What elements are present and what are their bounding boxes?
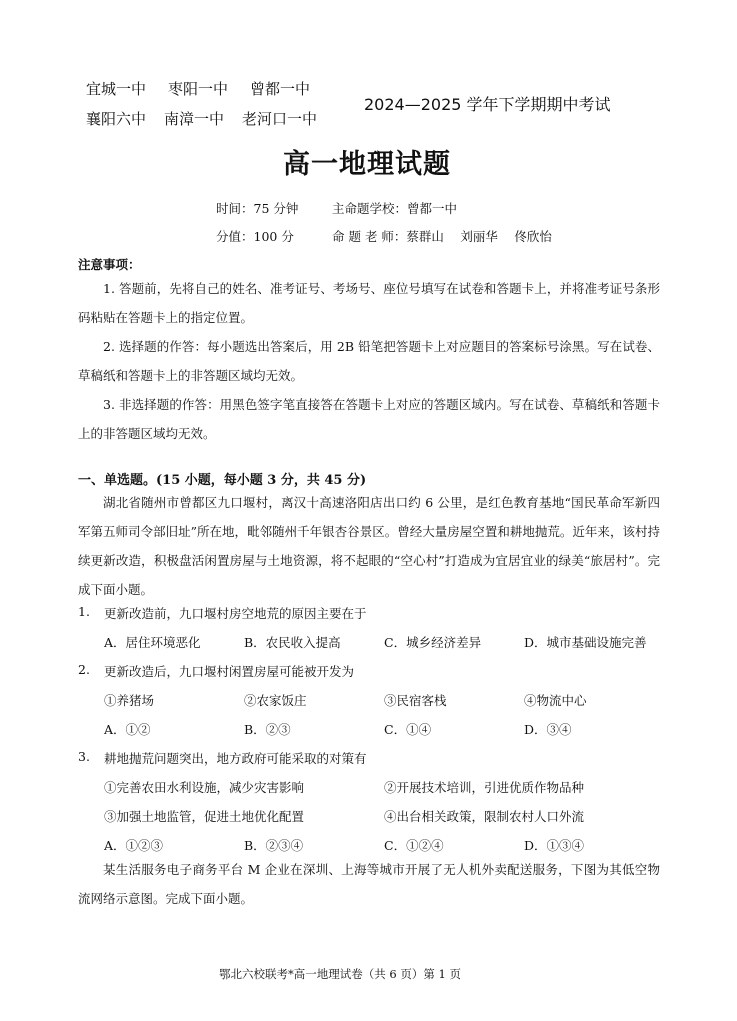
- question-stem: 耕地抛荒问题突出，地方政府可能采取的对策有: [104, 751, 367, 766]
- school-name: 襄阳六中: [86, 110, 147, 128]
- school-name: 曾都一中: [250, 80, 311, 98]
- notice-item: 3. 非选择题的作答：用黑色签字笔直接答在答题卡上对应的答题区域内。写在试卷、草稿纸和答题卡上的非答题区域均无效。: [78, 397, 660, 441]
- choice-item: ③民宿客栈: [384, 693, 447, 708]
- question-number: 2.: [78, 662, 90, 677]
- question-number: 1.: [78, 604, 90, 619]
- option-d: D．①③④: [524, 838, 585, 853]
- school-name: 枣阳一中: [168, 80, 229, 98]
- exam-authors: 命 题 老 师：蔡群山 刘丽华 佟欣怡: [332, 229, 552, 244]
- school-name: 宜城一中: [86, 80, 147, 98]
- choice-item: ②开展技术培训，引进优质作物品种: [384, 780, 585, 795]
- page-title: 高一地理试题: [283, 149, 451, 180]
- passage-2: 某生活服务电子商务平台 M 企业在深圳、上海等城市开展了无人机外卖配送服务，下图为其低空物流网络示意图。完成下面小题。: [78, 862, 660, 906]
- notice-heading: 注意事项：: [78, 257, 141, 272]
- option-b: B．②③④: [244, 838, 304, 853]
- section-heading: 一、单选题。(15 小题，每小题 3 分，共 45 分): [78, 473, 367, 488]
- option-d: D．③④: [524, 722, 572, 737]
- exam-score: 分值：100 分: [216, 229, 294, 244]
- question-number: 3.: [78, 749, 90, 764]
- passage-1: 湖北省随州市曾都区九口堰村，离汉十高速洛阳店出口约 6 公里，是红色教育基地“国民革命军新四军第五师司令部旧址”所在地，毗邻随州千年银杏谷景区。曾经大量房屋空置和耕地抛荒。近年来，该村持续更新改造，积极盘活闲置房屋与土地资源，将不起眼的“空心村”打造成为宜居宜业的绿美“旅居村”。完成下面小题。: [78, 495, 660, 597]
- option-b: B．②③: [244, 722, 291, 737]
- option-a: A．①②: [104, 722, 151, 737]
- option-c: C．①④: [384, 722, 432, 737]
- choice-item: ①完善农田水利设施，减少灾害影响: [104, 780, 305, 795]
- exam-name: 2024—2025 学年下学期期中考试: [364, 95, 611, 114]
- option-d: D．城市基础设施完善: [524, 635, 647, 650]
- notice-item: 1. 答题前，先将自己的姓名、准考证号、考场号、座位号填写在试卷和答题卡上，并将准考证号条形码粘贴在答题卡上的指定位置。: [78, 281, 660, 325]
- question-stem: 更新改造后，九口堰村闲置房屋可能被开发为: [104, 664, 355, 679]
- option-c: C．①②④: [384, 838, 444, 853]
- notice-item: 2. 选择题的作答：每小题选出答案后，用 2B 铅笔把答题卡上对应题目的答案标号涂黑。写在试卷、草稿纸和答题卡上的非答题区域均无效。: [78, 339, 660, 383]
- exam-time: 时间：75 分钟: [216, 201, 299, 216]
- school-name: 老河口一中: [242, 110, 318, 128]
- option-c: C．城乡经济差异: [384, 635, 482, 650]
- choice-item: ①养猪场: [104, 693, 155, 708]
- choice-item: ④物流中心: [524, 693, 587, 708]
- school-row-2: [86, 108, 317, 129]
- option-a: A．居住环境恶化: [104, 635, 201, 650]
- lead-school: 主命题学校：曾都一中: [332, 201, 458, 216]
- choice-item: ③加强土地监管，促进土地优化配置: [104, 809, 305, 824]
- page-footer: 鄂北六校联考*高一地理试卷（共 6 页）第 1 页: [219, 967, 462, 981]
- choice-item: ④出台相关政策，限制农村人口外流: [384, 809, 585, 824]
- choice-item: ②农家饭庄: [244, 693, 307, 708]
- option-a: A．①②③: [104, 838, 164, 853]
- school-name: 南漳一中: [164, 110, 225, 128]
- question-stem: 更新改造前，九口堰村房空地荒的原因主要在于: [104, 606, 367, 621]
- school-row-1: [86, 78, 310, 99]
- option-b: B．农民收入提高: [244, 635, 341, 650]
